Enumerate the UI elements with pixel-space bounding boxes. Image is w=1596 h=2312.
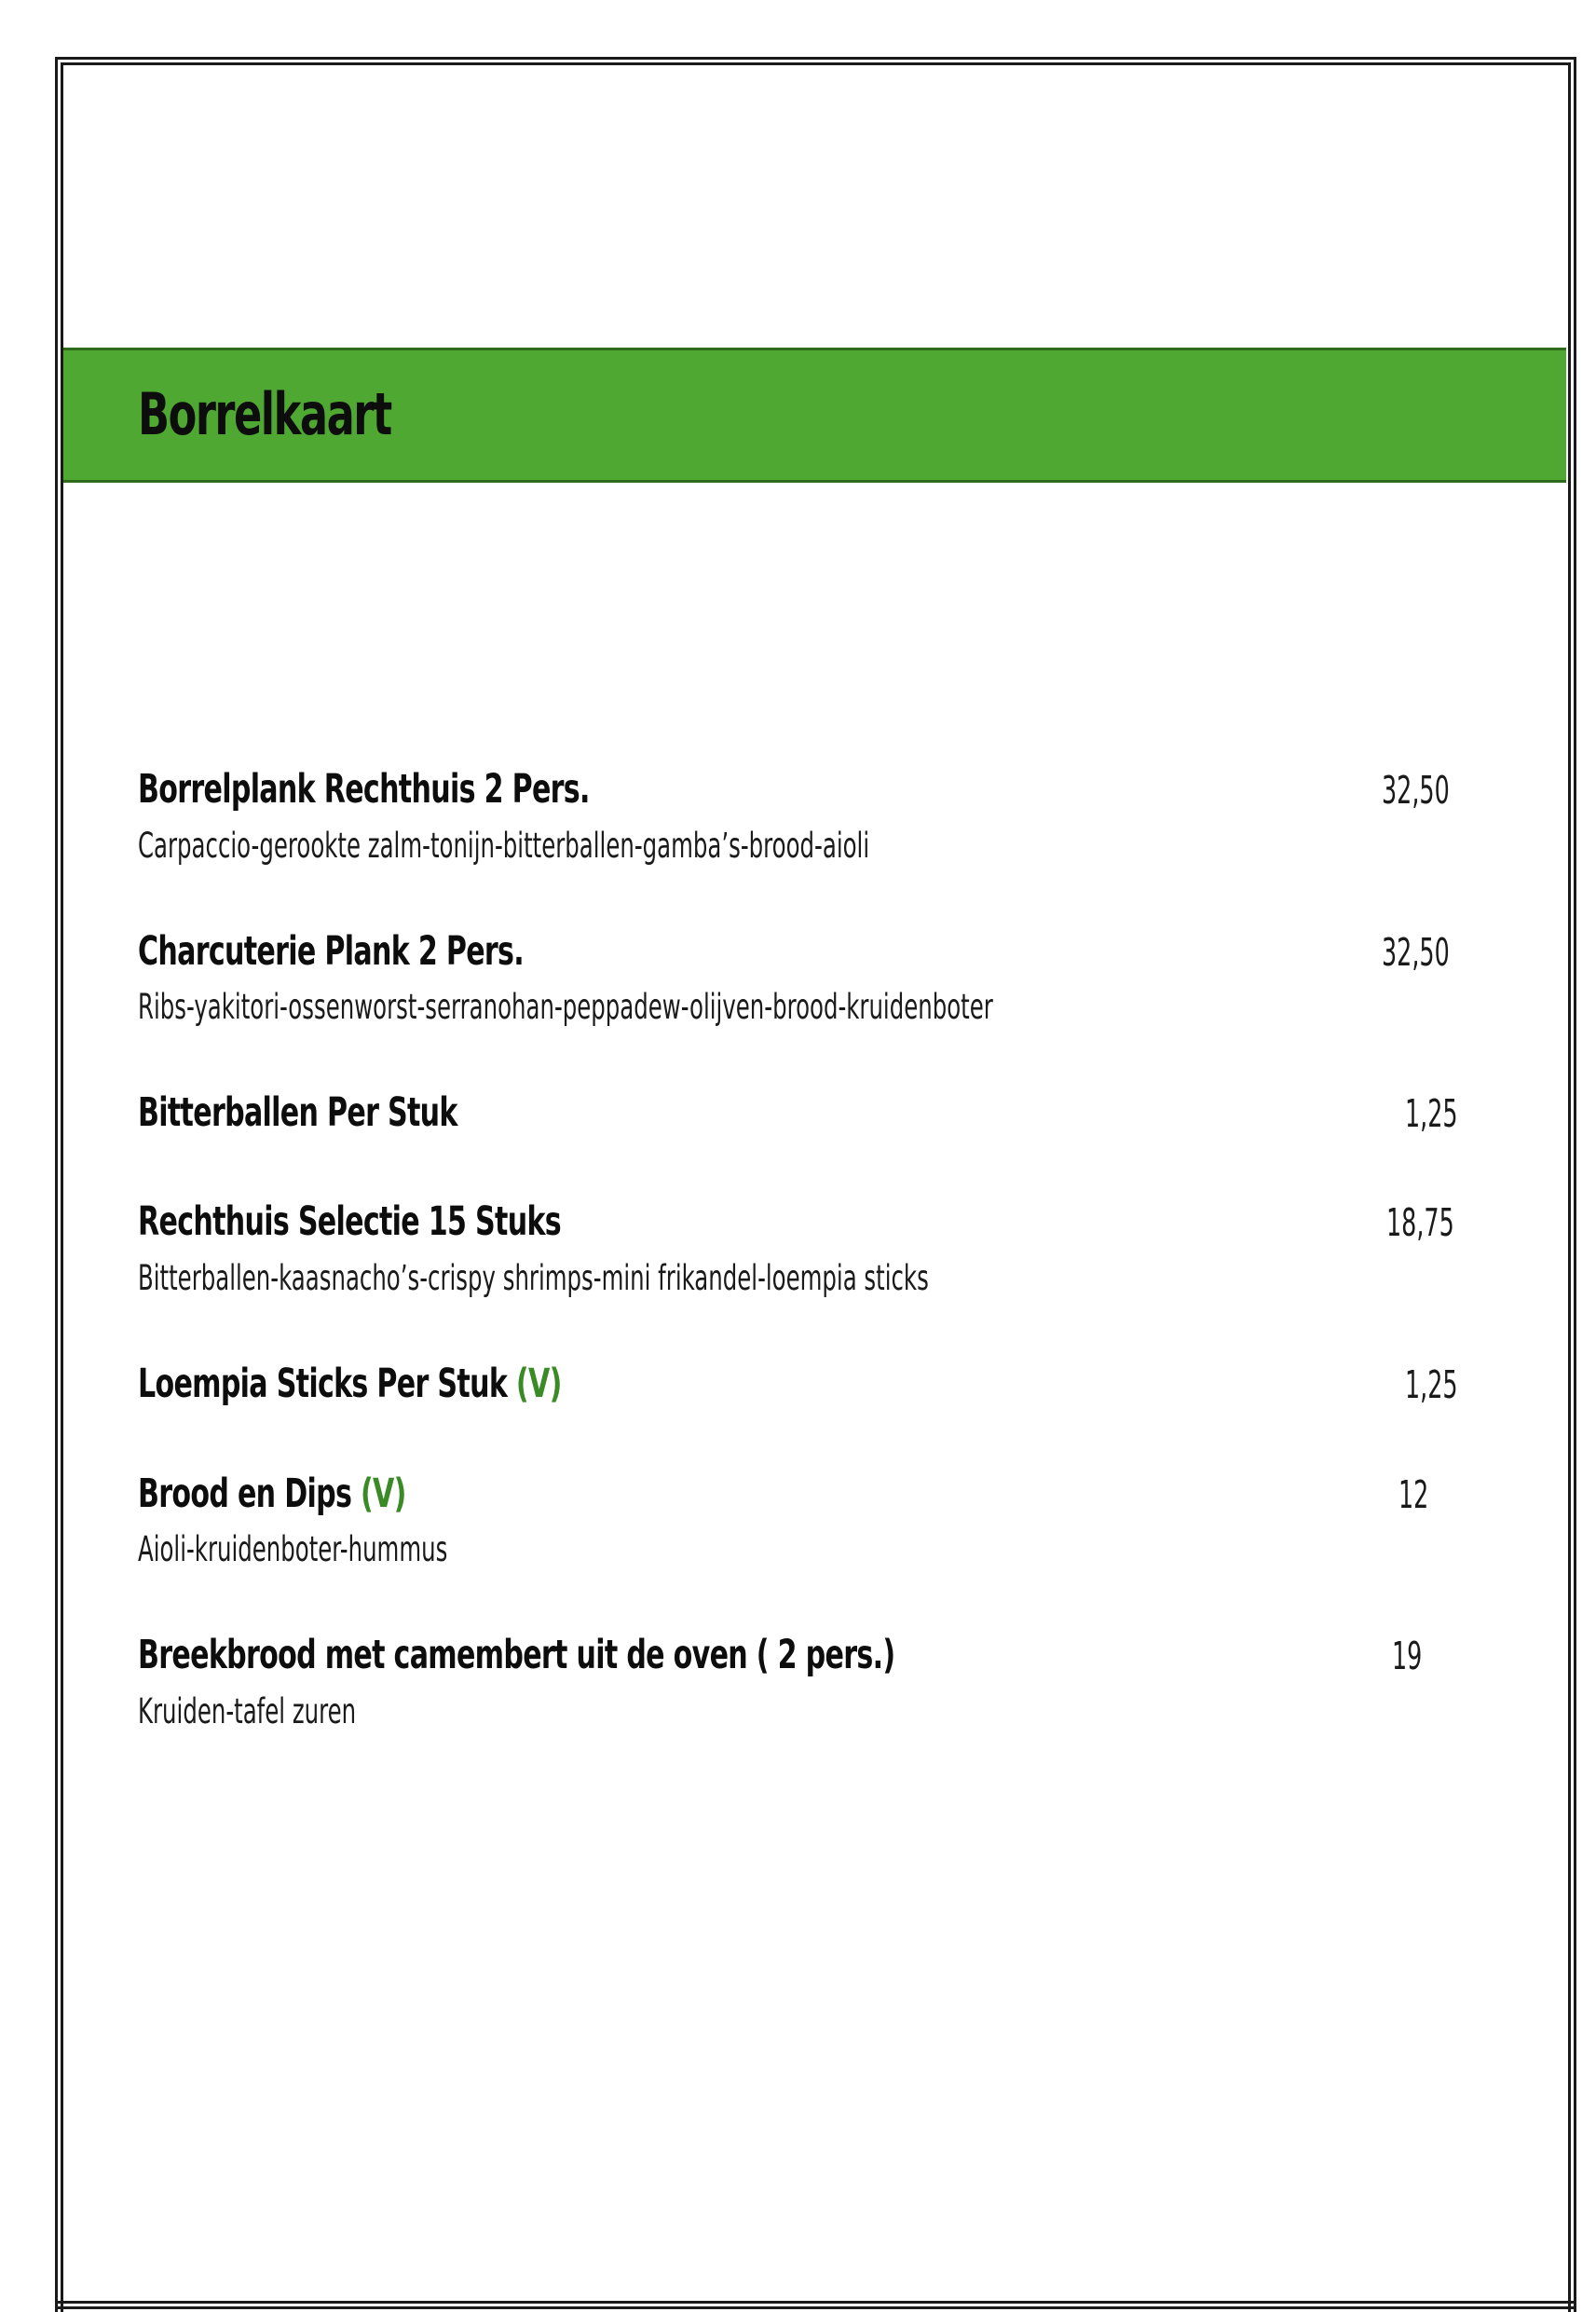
menu-item-description: Ribs-yakitori-ossenworst-serranohan-peppadew-olijven-brood-kruidenboter [138, 987, 993, 1027]
menu-item-price: 32,50 [1382, 930, 1450, 975]
page-title: Borrelkaart [138, 380, 391, 448]
menu-item-description: Kruiden-tafel zuren [138, 1691, 357, 1731]
menu-item-name: Borrelplank Rechthuis 2 Pers. [138, 766, 590, 813]
menu-item-name: Rechthuis Selectie 15 Stuks [138, 1198, 561, 1245]
menu-item-name-row [138, 1361, 562, 1407]
menu-item-description: Aioli-kruidenboter-hummus [138, 1529, 448, 1569]
menu-item-price: 19 [1392, 1634, 1423, 1678]
menu-item-description: Carpaccio-gerookte zalm-tonijn-bitterballen-gamba’s-brood-aioli [138, 826, 870, 866]
menu-item-name: Breekbrood met camembert uit de oven ( 2 pers.) [138, 1632, 895, 1678]
menu-item-description: Bitterballen-kaasnacho’s-crispy shrimps-mini frikandel-loempia sticks [138, 1258, 929, 1298]
vegetarian-marker: (V) [360, 1471, 406, 1517]
menu-item-name: Brood en Dips [138, 1471, 352, 1517]
menu-item-price: 1,25 [1405, 1091, 1458, 1136]
menu-item-name: Loempia Sticks Per Stuk [138, 1361, 508, 1407]
page-frame-bottom-border [55, 2301, 1576, 2309]
menu-item-name: Charcuterie Plank 2 Pers. [138, 928, 525, 975]
menu-item-price: 1,25 [1405, 1362, 1458, 1407]
menu-item-name-row [138, 1471, 406, 1517]
menu-item-price: 12 [1398, 1472, 1429, 1517]
menu-item-price: 18,75 [1386, 1200, 1454, 1245]
title-banner [63, 348, 1566, 483]
vegetarian-marker: (V) [515, 1361, 562, 1407]
menu-item-name: Bitterballen Per Stuk [138, 1089, 457, 1136]
menu-item-price: 32,50 [1382, 768, 1450, 813]
